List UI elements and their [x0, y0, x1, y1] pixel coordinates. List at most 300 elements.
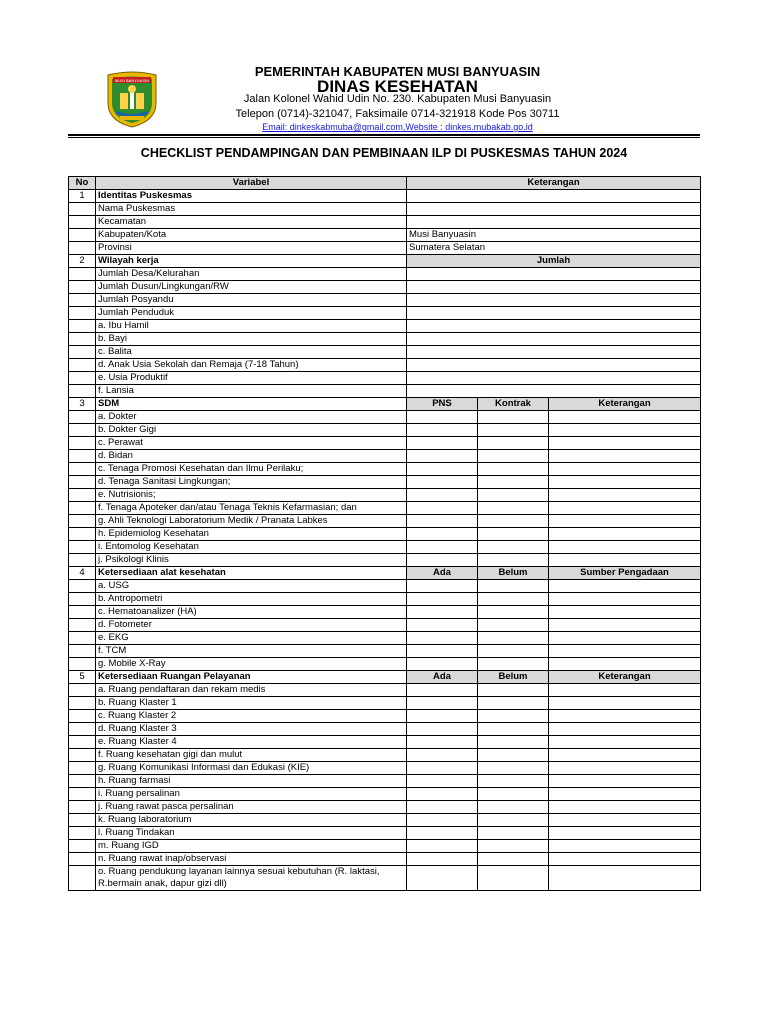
table-row — [69, 645, 701, 658]
header-divider-thin — [68, 137, 700, 138]
value-cell[interactable] — [407, 515, 478, 528]
value-cell[interactable] — [549, 866, 701, 891]
section-col-header: Keterangan — [549, 398, 701, 411]
variable-label: l. Ruang Tindakan — [96, 827, 407, 840]
value-cell[interactable] — [407, 788, 478, 801]
no-cell — [69, 827, 96, 840]
table-row — [69, 632, 701, 645]
variable-label: g. Mobile X-Ray — [96, 658, 407, 671]
no-cell — [69, 528, 96, 541]
no-cell — [69, 801, 96, 814]
value-cell[interactable] — [407, 710, 478, 723]
variable-label: n. Ruang rawat inap/observasi — [96, 853, 407, 866]
table-row — [69, 801, 701, 814]
value-cell[interactable] — [407, 840, 478, 853]
no-cell — [69, 320, 96, 333]
value-cell[interactable] — [549, 710, 701, 723]
section-number: 2 — [69, 255, 96, 268]
value-cell[interactable] — [407, 359, 701, 372]
table-row — [69, 294, 701, 307]
value-cell[interactable] — [407, 307, 701, 320]
no-cell — [69, 476, 96, 489]
value-cell[interactable] — [407, 658, 478, 671]
value-cell[interactable] — [549, 411, 701, 424]
col-header-variabel: Variabel — [96, 177, 407, 190]
no-cell — [69, 606, 96, 619]
value-cell[interactable] — [478, 762, 549, 775]
value-cell[interactable] — [407, 502, 478, 515]
no-cell — [69, 684, 96, 697]
variable-label: a. Ibu Hamil — [96, 320, 407, 333]
table-row — [69, 268, 701, 281]
value-cell[interactable] — [549, 645, 701, 658]
no-cell — [69, 268, 96, 281]
table-row — [69, 749, 701, 762]
variable-label: f. Tenaga Apoteker dan/atau Tenaga Teknis Kefarmasian; dan — [96, 502, 407, 515]
section-title: Wilayah kerja — [96, 255, 407, 268]
variable-label: Kecamatan — [96, 216, 407, 229]
col-header-keterangan: Keterangan — [407, 177, 701, 190]
variable-label: i. Ruang persalinan — [96, 788, 407, 801]
value-cell[interactable] — [478, 853, 549, 866]
table-row — [69, 723, 701, 736]
table-row — [69, 840, 701, 853]
no-cell — [69, 333, 96, 346]
variable-label: Jumlah Posyandu — [96, 294, 407, 307]
variable-label: k. Ruang laboratorium — [96, 814, 407, 827]
value-cell[interactable] — [407, 866, 478, 891]
section-col-header: Belum — [478, 567, 549, 580]
value-cell[interactable] — [407, 827, 478, 840]
no-cell — [69, 645, 96, 658]
table-row — [69, 658, 701, 671]
no-cell — [69, 788, 96, 801]
variable-label: h. Ruang farmasi — [96, 775, 407, 788]
variable-label: e. Usia Produktif — [96, 372, 407, 385]
section-number: 1 — [69, 190, 96, 203]
table-row — [69, 489, 701, 502]
value-cell[interactable] — [407, 593, 478, 606]
value-cell[interactable] — [478, 736, 549, 749]
variable-label: m. Ruang IGD — [96, 840, 407, 853]
value-cell[interactable] — [478, 723, 549, 736]
value-cell[interactable] — [407, 853, 478, 866]
value-cell[interactable] — [549, 788, 701, 801]
value-cell[interactable] — [407, 268, 701, 281]
variable-label: Nama Puskesmas — [96, 203, 407, 216]
value-cell[interactable] — [407, 385, 701, 398]
table-row — [69, 229, 701, 242]
no-cell — [69, 723, 96, 736]
value-cell[interactable] — [549, 528, 701, 541]
header-phone: Telepon (0714)-321047, Faksimaile 0714-321918 Kode Pos 30711 — [235, 108, 560, 120]
section-col-header: PNS — [407, 398, 478, 411]
no-cell — [69, 736, 96, 749]
table-row — [69, 216, 701, 229]
value-cell[interactable] — [407, 346, 701, 359]
variable-label: b. Antropometri — [96, 593, 407, 606]
section-number: 4 — [69, 567, 96, 580]
value-cell[interactable] — [478, 749, 549, 762]
value-cell[interactable] — [478, 528, 549, 541]
no-cell — [69, 281, 96, 294]
value-cell[interactable] — [407, 463, 478, 476]
value-cell[interactable] — [407, 723, 478, 736]
value-cell[interactable] — [478, 593, 549, 606]
table-row — [69, 463, 701, 476]
value-cell[interactable] — [407, 541, 478, 554]
value-cell[interactable] — [407, 606, 478, 619]
variable-label: o. Ruang pendukung layanan lainnya sesuai kebutuhan (R. laktasi, R.bermain anak, dapur gizi dll) — [96, 866, 407, 891]
variable-label: e. Nutrisionis; — [96, 489, 407, 502]
value-cell[interactable]: Sumatera Selatan — [407, 242, 701, 255]
value-cell[interactable] — [549, 541, 701, 554]
table-row — [69, 346, 701, 359]
variable-label: d. Fotometer — [96, 619, 407, 632]
value-cell[interactable] — [478, 541, 549, 554]
value-cell[interactable] — [478, 554, 549, 567]
variable-label: c. Tenaga Promosi Kesehatan dan Ilmu Perilaku; — [96, 463, 407, 476]
table-row — [69, 281, 701, 294]
table-row — [69, 333, 701, 346]
value-cell[interactable] — [478, 450, 549, 463]
value-cell[interactable] — [478, 580, 549, 593]
table-row — [69, 606, 701, 619]
value-cell[interactable] — [478, 645, 549, 658]
section-row-identitas — [69, 190, 701, 203]
document-title: CHECKLIST PENDAMPINGAN DAN PEMBINAAN ILP DI PUSKESMAS TAHUN 2024 — [140, 146, 628, 160]
no-cell — [69, 450, 96, 463]
section-row-s5 — [69, 671, 701, 684]
no-cell — [69, 593, 96, 606]
value-cell[interactable] — [478, 866, 549, 891]
no-cell — [69, 294, 96, 307]
value-cell[interactable] — [407, 216, 701, 229]
value-cell[interactable] — [549, 736, 701, 749]
table-row — [69, 775, 701, 788]
value-cell[interactable]: Musi Banyuasin — [407, 229, 701, 242]
no-cell — [69, 229, 96, 242]
value-cell[interactable] — [478, 489, 549, 502]
no-cell — [69, 385, 96, 398]
table-row — [69, 684, 701, 697]
section-row-s4 — [69, 567, 701, 580]
value-cell[interactable] — [407, 372, 701, 385]
table-row — [69, 762, 701, 775]
section-col-header: Keterangan — [549, 671, 701, 684]
section-col-header: Ada — [407, 567, 478, 580]
variable-label: f. Ruang kesehatan gigi dan mulut — [96, 749, 407, 762]
variable-label: j. Psikologi Klinis — [96, 554, 407, 567]
value-cell[interactable] — [407, 619, 478, 632]
no-cell — [69, 424, 96, 437]
value-cell[interactable] — [407, 437, 478, 450]
no-cell — [69, 697, 96, 710]
col-header-no: No — [69, 177, 96, 190]
value-cell[interactable] — [407, 645, 478, 658]
value-cell[interactable] — [549, 515, 701, 528]
variable-label: Kabupaten/Kota — [96, 229, 407, 242]
value-cell[interactable] — [549, 827, 701, 840]
value-cell[interactable] — [549, 801, 701, 814]
value-cell[interactable] — [407, 749, 478, 762]
no-cell — [69, 710, 96, 723]
value-cell[interactable] — [407, 190, 701, 203]
no-cell — [69, 762, 96, 775]
no-cell — [69, 866, 96, 891]
value-cell[interactable] — [478, 710, 549, 723]
table-row — [69, 372, 701, 385]
variable-label: c. Balita — [96, 346, 407, 359]
value-cell[interactable] — [478, 827, 549, 840]
value-cell[interactable] — [549, 853, 701, 866]
value-cell[interactable] — [549, 775, 701, 788]
table-row — [69, 736, 701, 749]
section-title: SDM — [96, 398, 407, 411]
value-cell[interactable] — [407, 476, 478, 489]
no-cell — [69, 515, 96, 528]
logo-text: MUSI BANYUASIN — [114, 78, 150, 83]
variable-label: i. Entomolog Kesehatan — [96, 541, 407, 554]
value-cell[interactable] — [478, 801, 549, 814]
variable-label: d. Bidan — [96, 450, 407, 463]
no-cell — [69, 203, 96, 216]
no-cell — [69, 554, 96, 567]
variable-label: e. Ruang Klaster 4 — [96, 736, 407, 749]
no-cell — [69, 658, 96, 671]
variable-label: a. USG — [96, 580, 407, 593]
value-cell[interactable] — [549, 424, 701, 437]
header-government-name: PEMERINTAH KABUPATEN MUSI BANYUASIN — [254, 64, 541, 79]
variable-label: c. Perawat — [96, 437, 407, 450]
table-row — [69, 424, 701, 437]
value-cell[interactable] — [478, 502, 549, 515]
section-title: Ketersediaan alat kesehatan — [96, 567, 407, 580]
table-row — [69, 242, 701, 255]
no-cell — [69, 775, 96, 788]
value-cell[interactable] — [549, 632, 701, 645]
value-cell[interactable] — [549, 450, 701, 463]
value-cell[interactable] — [407, 762, 478, 775]
value-cell[interactable] — [549, 606, 701, 619]
section-row-wilayah — [69, 255, 701, 268]
value-cell[interactable] — [478, 463, 549, 476]
no-cell — [69, 632, 96, 645]
header-agency-name: DINAS KESEHATAN — [317, 77, 478, 96]
table-row — [69, 593, 701, 606]
value-cell[interactable] — [549, 684, 701, 697]
value-cell[interactable] — [549, 814, 701, 827]
value-cell[interactable] — [478, 775, 549, 788]
variable-label: g. Ahli Teknologi Laboratorium Medik / Pranata Labkes — [96, 515, 407, 528]
table-row — [69, 580, 701, 593]
table-row — [69, 528, 701, 541]
value-cell[interactable] — [478, 684, 549, 697]
value-cell[interactable] — [478, 632, 549, 645]
table-row — [69, 814, 701, 827]
value-cell[interactable] — [407, 203, 701, 216]
value-cell[interactable] — [478, 411, 549, 424]
variable-label: b. Dokter Gigi — [96, 424, 407, 437]
no-cell — [69, 541, 96, 554]
musi-banyuasin-crest-icon — [104, 69, 160, 129]
table-row — [69, 359, 701, 372]
value-cell[interactable] — [407, 554, 478, 567]
value-cell[interactable] — [407, 814, 478, 827]
variable-label: c. Hematoanalizer (HA) — [96, 606, 407, 619]
value-cell[interactable] — [478, 437, 549, 450]
table-row — [69, 450, 701, 463]
section-number: 5 — [69, 671, 96, 684]
value-cell[interactable] — [407, 684, 478, 697]
variable-label: Jumlah Penduduk — [96, 307, 407, 320]
no-cell — [69, 346, 96, 359]
value-cell[interactable] — [407, 697, 478, 710]
section-col-header: Kontrak — [478, 398, 549, 411]
value-cell[interactable] — [478, 697, 549, 710]
table-row — [69, 866, 701, 891]
no-cell — [69, 489, 96, 502]
header-divider-thick — [68, 134, 700, 136]
variable-label: f. Lansia — [96, 385, 407, 398]
no-cell — [69, 437, 96, 450]
table-row — [69, 320, 701, 333]
variable-label: h. Epidemiolog Kesehatan — [96, 528, 407, 541]
value-cell[interactable] — [407, 294, 701, 307]
value-cell[interactable] — [549, 619, 701, 632]
value-cell[interactable] — [407, 632, 478, 645]
value-cell[interactable] — [478, 814, 549, 827]
table-row — [69, 710, 701, 723]
no-cell — [69, 580, 96, 593]
value-cell[interactable] — [549, 840, 701, 853]
section-title: Ketersediaan Ruangan Pelayanan — [96, 671, 407, 684]
variable-label: a. Dokter — [96, 411, 407, 424]
value-cell[interactable] — [407, 489, 478, 502]
table-row — [69, 411, 701, 424]
value-cell[interactable] — [407, 450, 478, 463]
value-cell[interactable] — [549, 437, 701, 450]
variable-label: b. Bayi — [96, 333, 407, 346]
no-cell — [69, 372, 96, 385]
variable-label: f. TCM — [96, 645, 407, 658]
table-row — [69, 697, 701, 710]
table-row — [69, 437, 701, 450]
value-cell[interactable] — [549, 697, 701, 710]
table-row — [69, 307, 701, 320]
section-col-header: Jumlah — [407, 255, 701, 268]
table-row — [69, 788, 701, 801]
value-cell[interactable] — [407, 411, 478, 424]
value-cell[interactable] — [478, 424, 549, 437]
no-cell — [69, 840, 96, 853]
value-cell[interactable] — [478, 840, 549, 853]
variable-label: g. Ruang Komunikasi Informasi dan Edukasi (KIE) — [96, 762, 407, 775]
no-cell — [69, 216, 96, 229]
variable-label: a. Ruang pendaftaran dan rekam medis — [96, 684, 407, 697]
variable-label: b. Ruang Klaster 1 — [96, 697, 407, 710]
value-cell[interactable] — [407, 801, 478, 814]
variable-label: Jumlah Dusun/Lingkungan/RW — [96, 281, 407, 294]
table-row — [69, 203, 701, 216]
no-cell — [69, 502, 96, 515]
value-cell[interactable] — [407, 736, 478, 749]
no-cell — [69, 463, 96, 476]
value-cell[interactable] — [549, 463, 701, 476]
variable-label: d. Ruang Klaster 3 — [96, 723, 407, 736]
variable-label: c. Ruang Klaster 2 — [96, 710, 407, 723]
no-cell — [69, 242, 96, 255]
table-row — [69, 827, 701, 840]
section-col-header: Belum — [478, 671, 549, 684]
variable-label: Jumlah Desa/Kelurahan — [96, 268, 407, 281]
header-email-website-link[interactable]: Email: dinkeskabmuba@gmail.com,Website : dinkes.mubakab.go.id — [262, 122, 533, 132]
table-row — [69, 541, 701, 554]
section-number: 3 — [69, 398, 96, 411]
value-cell[interactable] — [549, 762, 701, 775]
table-row — [69, 515, 701, 528]
value-cell[interactable] — [549, 502, 701, 515]
value-cell[interactable] — [478, 788, 549, 801]
value-cell[interactable] — [407, 775, 478, 788]
table-header-row — [69, 177, 701, 190]
variable-label: d. Tenaga Sanitasi Lingkungan; — [96, 476, 407, 489]
no-cell — [69, 307, 96, 320]
variable-label: Provinsi — [96, 242, 407, 255]
value-cell[interactable] — [407, 528, 478, 541]
value-cell[interactable] — [478, 606, 549, 619]
table-row — [69, 502, 701, 515]
table-row — [69, 554, 701, 567]
variable-label: j. Ruang rawat pasca persalinan — [96, 801, 407, 814]
no-cell — [69, 619, 96, 632]
value-cell[interactable] — [478, 515, 549, 528]
variable-label: d. Anak Usia Sekolah dan Remaja (7-18 Tahun) — [96, 359, 407, 372]
value-cell[interactable] — [549, 723, 701, 736]
value-cell[interactable] — [549, 489, 701, 502]
value-cell[interactable] — [407, 424, 478, 437]
value-cell[interactable] — [407, 333, 701, 346]
section-col-header: Ada — [407, 671, 478, 684]
value-cell[interactable] — [549, 554, 701, 567]
no-cell — [69, 359, 96, 372]
value-cell[interactable] — [549, 593, 701, 606]
value-cell[interactable] — [549, 749, 701, 762]
value-cell[interactable] — [407, 580, 478, 593]
value-cell[interactable] — [549, 476, 701, 489]
no-cell — [69, 814, 96, 827]
table-row — [69, 476, 701, 489]
section-title: Identitas Puskesmas — [96, 190, 407, 203]
table-row — [69, 385, 701, 398]
table-row — [69, 853, 701, 866]
value-cell[interactable] — [549, 658, 701, 671]
value-cell[interactable] — [478, 476, 549, 489]
section-row-s3 — [69, 398, 701, 411]
value-cell[interactable] — [478, 619, 549, 632]
no-cell — [69, 853, 96, 866]
no-cell — [69, 749, 96, 762]
no-cell — [69, 411, 96, 424]
header-address: Jalan Kolonel Wahid Udin No. 230. Kabupaten Musi Banyuasin — [243, 93, 552, 105]
value-cell[interactable] — [549, 580, 701, 593]
value-cell[interactable] — [478, 658, 549, 671]
table-row — [69, 619, 701, 632]
checklist-table — [68, 176, 701, 891]
value-cell[interactable] — [407, 281, 701, 294]
variable-label: e. EKG — [96, 632, 407, 645]
value-cell[interactable] — [407, 320, 701, 333]
